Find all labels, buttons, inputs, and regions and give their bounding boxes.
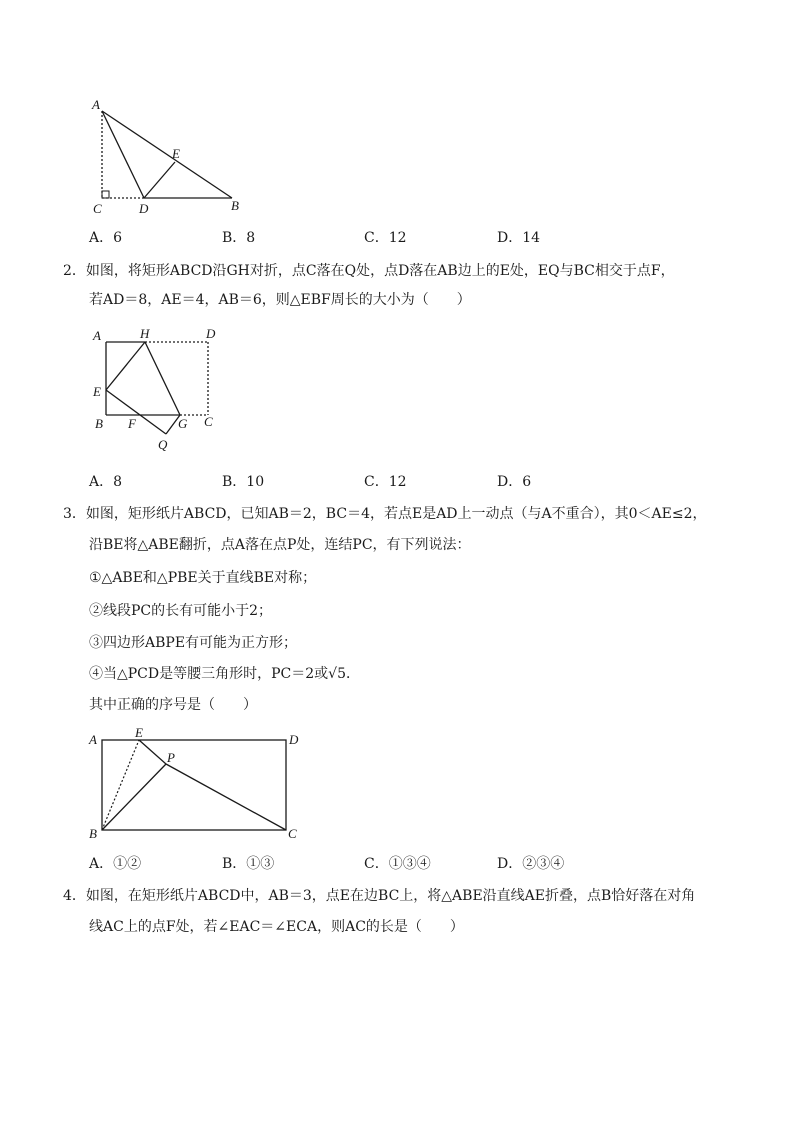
q3-option-d: D．②③④ — [497, 856, 565, 872]
q3-label-p: P — [167, 750, 175, 765]
q1-label-b: B — [231, 198, 239, 213]
q1-option-d: D．14 — [497, 230, 541, 246]
q4-stem-line1: 4．如图，在矩形纸片ABCD中，AB＝3，点E在边BC上，将△ABE沿直线AE折叠，点B恰好落在对角 — [63, 888, 696, 904]
q3-statement-2: ②线段PC的长有可能小于2； — [89, 603, 273, 619]
q2-label-g: G — [178, 416, 188, 431]
q3-rectangle-abcd — [102, 740, 286, 830]
q3-option-b: B．①③ — [222, 856, 275, 872]
q2-stem-line1: 2．如图，将矩形ABCD沿GH对折，点C落在Q处，点D落在AB边上的E处，EQ与BC相交于点F， — [63, 263, 675, 279]
q3-segment-ep — [139, 740, 166, 764]
q2-label-c: C — [204, 414, 213, 429]
q3-option-c: C．①③④ — [364, 856, 431, 872]
q3-label-d: D — [289, 732, 299, 747]
q3-label-b: B — [89, 826, 97, 841]
q1-segment-de — [144, 162, 175, 198]
q3-stem-line1: 3．如图，矩形纸片ABCD，已知AB＝2，BC＝4，若点E是AD上一动点（与A不重合），其0＜AE≤2， — [63, 506, 707, 522]
q2-segment-hg — [145, 342, 180, 415]
q1-label-d: D — [139, 201, 149, 216]
q1-option-b: B．8 — [222, 230, 256, 246]
q1-label-a: A — [92, 97, 100, 112]
q1-figure — [86, 96, 256, 218]
q3-prompt: 其中正确的序号是（ ） — [89, 697, 257, 713]
q2-label-d: D — [206, 326, 216, 341]
q2-figure — [88, 322, 228, 454]
q3-label-a: A — [89, 732, 97, 747]
q2-option-d: D．6 — [497, 474, 532, 490]
q2-segment-eq — [106, 390, 166, 434]
q3-label-c: C — [288, 826, 297, 841]
q3-figure — [86, 726, 316, 844]
q3-stem-line2: 沿BE将△ABE翻折，点A落在点P处，连结PC，有下列说法： — [89, 537, 471, 553]
q1-right-angle-mark — [102, 191, 109, 198]
q1-segment-ad — [102, 111, 144, 198]
q3-segment-be-dashed — [102, 740, 139, 830]
q3-segment-pc — [166, 764, 286, 830]
q2-option-c: C．12 — [364, 474, 407, 490]
q2-label-h: H — [140, 326, 150, 341]
q3-statement-4: ④当△PCD是等腰三角形时，PC＝2或√5． — [89, 666, 360, 682]
q1-segment-ab — [102, 111, 232, 198]
q2-segment-eh — [106, 342, 145, 390]
q2-option-b: B．10 — [222, 474, 265, 490]
q3-statement-1: ①△ABE和△PBE关于直线BE对称； — [89, 570, 317, 586]
q2-label-e: E — [93, 384, 101, 399]
q1-label-e: E — [172, 146, 180, 161]
q2-label-q: Q — [158, 437, 168, 452]
q2-label-b: B — [95, 416, 103, 431]
q3-label-e: E — [135, 726, 143, 740]
q3-option-a: A．①② — [89, 856, 142, 872]
q3-statement-3: ③四边形ABPE有可能为正方形； — [89, 635, 298, 651]
q1-option-c: C．12 — [364, 230, 407, 246]
q3-segment-bp — [102, 764, 166, 830]
q4-stem-line2: 线AC上的点F处，若∠EAC＝∠ECA，则AC的长是（ ） — [89, 919, 464, 935]
q2-label-f: F — [128, 416, 136, 431]
q1-option-a: A．6 — [89, 230, 123, 246]
q1-label-c: C — [93, 201, 102, 216]
q2-label-a: A — [93, 328, 101, 343]
q2-option-a: A．8 — [89, 474, 123, 490]
q2-stem-line2: 若AD＝8，AE＝4，AB＝6，则△EBF周长的大小为（ ） — [89, 292, 471, 308]
